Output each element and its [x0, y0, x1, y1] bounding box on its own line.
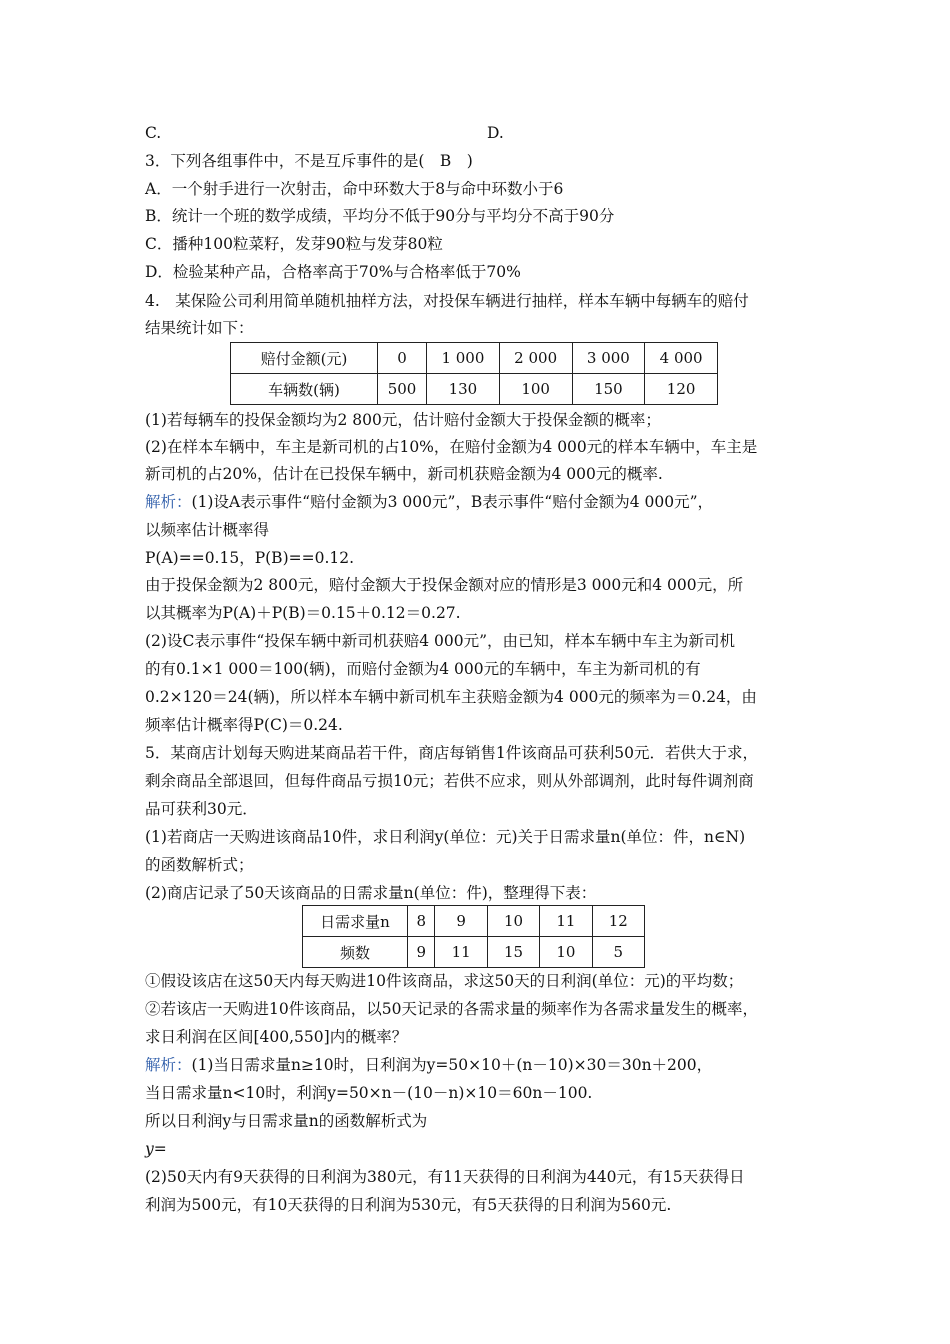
q5-subquestion-1: ①假设该店在这50天内每天购进10件该商品，求这50天的日利润(单位：元)的平均数；: [145, 972, 744, 990]
q4-stem-line-2: 结果统计如下：: [145, 319, 254, 337]
claims-table-header-amount: 赔付金额(元): [231, 343, 378, 374]
claims-table-cell: 0: [378, 343, 427, 374]
q5-solution-line-6: 利润为500元，有10天获得的日利润为530元，有5天获得的日利润为560元.: [145, 1196, 672, 1214]
q4-part-2-line-1: (2)在样本车辆中，车主是新司机的占10%，在赔付金额为4 000元的样本车辆中，车主是: [145, 438, 758, 456]
claims-table-cell: 1 000: [427, 343, 500, 374]
demand-table-cell: 11: [540, 906, 592, 937]
q4-solution-line-9: 频率估计概率得P(C)＝0.24.: [145, 716, 343, 734]
q4-solution-line-2: 以频率估计概率得: [145, 521, 270, 539]
q4-solution-line-1: [145, 492, 713, 512]
q5-part-2: (2)商店记录了50天该商品的日需求量n(单位：件)，整理得下表：: [145, 884, 597, 902]
claims-table-cell: 3 000: [572, 343, 645, 374]
demand-table-cell: 15: [487, 937, 539, 968]
q4-solution-line-5: 以其概率为P(A)＋P(B)＝0.15＋0.12＝0.27.: [145, 604, 461, 622]
q5-solution-line-3: 所以日利润y与日需求量n的函数解析式为: [145, 1112, 428, 1130]
claims-table: [230, 342, 718, 405]
q5-stem-line-2: 剩余商品全部退回，但每件商品亏损10元；若供不应求，则从外部调剂，此时每件调剂商: [145, 772, 754, 790]
claims-table-header-count: 车辆数(辆): [231, 374, 378, 405]
claims-table-cell: 150: [572, 374, 645, 405]
demand-table-row-demand: [303, 906, 645, 937]
q5-part-1-line-1: (1)若商店一天购进该商品10件，求日利润y(单位：元)关于日需求量n(单位：件，n∈N): [145, 828, 746, 846]
q5-solution-line-4: y=: [145, 1140, 167, 1158]
q3-option-a: A．一个射手进行一次射击，命中环数大于8与命中环数小于6: [145, 180, 564, 198]
q5-solution-text: (1)当日需求量n≥10时，日利润为y=50×10＋(n－10)×30＝30n＋200，: [191, 1056, 713, 1074]
q4-part-1: (1)若每辆车的投保金额均为2 800元，估计赔付金额大于投保金额的概率；: [145, 411, 661, 429]
q5-solution-line-2: 当日需求量n<10时，利润y=50×n－(10－n)×10＝60n－100.: [145, 1084, 593, 1102]
q4-solution-line-8: 0.2×120＝24(辆)，所以样本车辆中新司机车主获赔金额为4 000元的频率为＝0.24，由: [145, 688, 757, 706]
q3-option-b: B．统计一个班的数学成绩，平均分不低于90分与平均分不高于90分: [145, 207, 615, 225]
q4-solution-line-6: (2)设C表示事件“投保车辆中新司机获赔4 000元”，由已知，样本车辆中车主为新司机: [145, 632, 736, 650]
claims-table-row-count: [231, 374, 718, 405]
option-d: D.: [487, 124, 504, 142]
demand-table-header-demand: 日需求量n: [303, 906, 408, 937]
q5-stem-line-3: 品可获利30元．: [145, 800, 258, 818]
claims-table-cell: 100: [499, 374, 572, 405]
q4-stem-line-1: 4. 某保险公司利用简单随机抽样方法，对投保车辆进行抽样，样本车辆中每辆车的赔付: [145, 292, 749, 310]
demand-table-cell: 10: [540, 937, 592, 968]
demand-table-cell: 10: [487, 906, 539, 937]
demand-table-cell: 9: [435, 906, 487, 937]
claims-table-cell: 130: [427, 374, 500, 405]
demand-table-header-frequency: 频数: [303, 937, 408, 968]
claims-table-cell: 2 000: [499, 343, 572, 374]
q5-part-1-line-2: 的函数解析式；: [145, 856, 254, 874]
demand-table-cell: 11: [435, 937, 487, 968]
claims-table-cell: 120: [645, 374, 718, 405]
demand-table-cell: 9: [408, 937, 435, 968]
claims-table-row-amount: [231, 343, 718, 374]
q5-subquestion-2-line-1: ②若该店一天购进10件该商品，以50天记录的各需求量的频率作为各需求量发生的概率，: [145, 1000, 758, 1018]
claims-table-cell: 500: [378, 374, 427, 405]
q5-solution-line-1: [145, 1055, 712, 1075]
q4-solution-text: (1)设A表示事件“赔付金额为3 000元”，B表示事件“赔付金额为4 000元”，: [191, 493, 713, 511]
q4-solution-line-4: 由于投保金额为2 800元，赔付金额大于投保金额对应的情形是3 000元和4 000元，所: [145, 576, 744, 594]
q5-stem-line-1: 5．某商店计划每天购进某商品若干件，商店每销售1件该商品可获利50元．若供大于求，: [145, 744, 758, 762]
q5-solution-label: 解析：: [145, 1056, 192, 1074]
q5-subquestion-2-line-2: 求日利润在区间[400,550]内的概率？: [145, 1028, 408, 1046]
q4-solution-line-3: P(A)==0.15，P(B)==0.12.: [145, 549, 355, 567]
claims-table-cell: 4 000: [645, 343, 718, 374]
q5-solution-line-5: (2)50天内有9天获得的日利润为380元，有11天获得的日利润为440元，有15天获得日: [145, 1168, 745, 1186]
demand-table-cell: 12: [592, 906, 644, 937]
demand-table-cell: 8: [408, 906, 435, 937]
option-c: C.: [145, 124, 162, 142]
demand-table: [302, 905, 645, 968]
q3-option-c: C．播种100粒菜籽，发芽90粒与发芽80粒: [145, 235, 443, 253]
q4-solution-label: 解析：: [145, 493, 192, 511]
q4-solution-line-7: 的有0.1×1 000＝100(辆)，而赔付金额为4 000元的车辆中，车主为新司机的有: [145, 660, 701, 678]
demand-table-cell: 5: [592, 937, 644, 968]
demand-table-row-frequency: [303, 937, 645, 968]
q4-part-2-line-2: 新司机的占20%，估计在已投保车辆中，新司机获赔金额为4 000元的概率.: [145, 465, 663, 483]
q3-stem: 3．下列各组事件中，不是互斥事件的是( B ): [145, 152, 473, 170]
q3-option-d: D．检验某种产品，合格率高于70%与合格率低于70%: [145, 263, 521, 281]
